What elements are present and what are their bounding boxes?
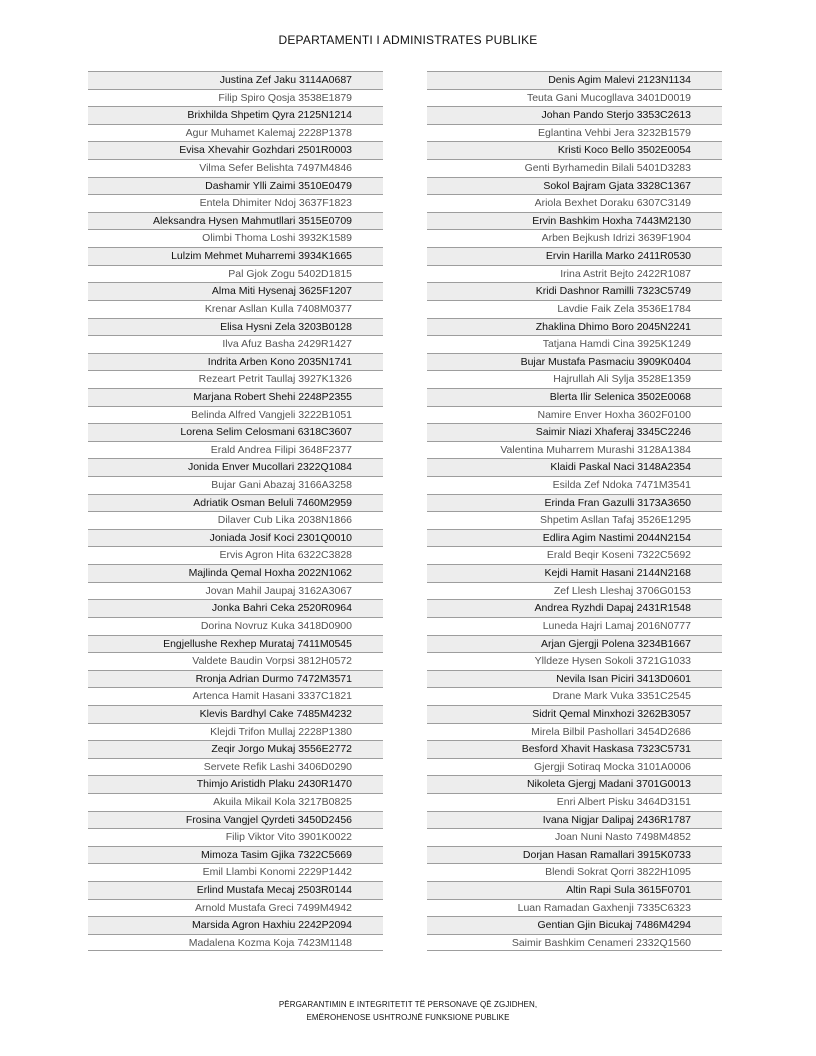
name-list-row: Arnold Mustafa Greci 7499M4942 <box>88 899 383 917</box>
name-list-row: Lavdie Faik Zela 3536E1784 <box>427 300 722 318</box>
name-list-row: Denis Agim Malevi 2123N1134 <box>427 71 722 89</box>
name-list-row: Aleksandra Hysen Mahmutllari 3515E0709 <box>88 212 383 230</box>
name-list-row: Nevila Isan Piciri 3413D0601 <box>427 670 722 688</box>
name-list-row: Thimjo Aristidh Plaku 2430R1470 <box>88 775 383 793</box>
name-list-row: Jonida Enver Mucollari 2322Q1084 <box>88 458 383 476</box>
footer-line-1: PËRGARANTIMIN E INTEGRITETIT TË PERSONAVE QË ZGJIDHEN, <box>278 1000 538 1009</box>
name-list-row: Ervis Agron Hita 6322C3828 <box>88 546 383 564</box>
name-list-row: Filip Viktor Vito 3901K0022 <box>88 828 383 846</box>
name-list-row: Valdete Baudin Vorpsi 3812H0572 <box>88 652 383 670</box>
name-list-row: Belinda Alfred Vangjeli 3222B1051 <box>88 406 383 424</box>
name-list-row: Nikoleta Gjergj Madani 3701G0013 <box>427 775 722 793</box>
footer-line-2: EMËROHENOSE USHTROJNË FUNKSIONE PUBLIKE <box>306 1013 510 1022</box>
document-title: DEPARTAMENTI I ADMINISTRATES PUBLIKE <box>278 33 538 47</box>
name-list-row: Gentian Gjin Bicukaj 7486M4294 <box>427 916 722 934</box>
name-list-row: Esilda Zef Ndoka 7471M3541 <box>427 476 722 494</box>
name-list-row: Johan Pando Sterjo 3353C2613 <box>427 106 722 124</box>
name-list-row: Dorina Novruz Kuka 3418D0900 <box>88 617 383 635</box>
name-list-row: Jovan Mahil Jaupaj 3162A3067 <box>88 582 383 600</box>
name-list-row: Gjergji Sotiraq Mocka 3101A0006 <box>427 758 722 776</box>
document-footer <box>0 998 816 1024</box>
name-list-row: Zef Llesh Lleshaj 3706G0153 <box>427 582 722 600</box>
name-list-row: Valentina Muharrem Murashi 3128A1384 <box>427 441 722 459</box>
name-list-row: Elisa Hysni Zela 3203B0128 <box>88 318 383 336</box>
name-list-row: Emil Llambi Konomi 2229P1442 <box>88 863 383 881</box>
name-list-row: Evisa Xhevahir Gozhdari 2501R0003 <box>88 141 383 159</box>
name-list-row: Lulzim Mehmet Muharremi 3934K1665 <box>88 247 383 265</box>
name-list-row: Luneda Hajri Lamaj 2016N0777 <box>427 617 722 635</box>
name-list-row: Kridi Dashnor Ramilli 7323C5749 <box>427 282 722 300</box>
name-list-row: Eglantina Vehbi Jera 3232B1579 <box>427 124 722 142</box>
name-list-row: Edlira Agim Nastimi 2044N2154 <box>427 529 722 547</box>
left-name-list <box>88 71 383 951</box>
name-list-row: Joniada Josif Koci 2301Q0010 <box>88 529 383 547</box>
name-list-row: Adriatik Osman Beluli 7460M2959 <box>88 494 383 512</box>
name-list-row: Justina Zef Jaku 3114A0687 <box>88 71 383 89</box>
name-list-row: Drane Mark Vuka 3351C2545 <box>427 687 722 705</box>
name-list-row: Klejdi Trifon Mullaj 2228P1380 <box>88 723 383 741</box>
name-list-row: Teuta Gani Mucogllava 3401D0019 <box>427 89 722 107</box>
name-list-row: Engjellushe Rexhep Murataj 7411M0545 <box>88 635 383 653</box>
name-list-row: Ilva Afuz Basha 2429R1427 <box>88 335 383 353</box>
name-list-row: Zhaklina Dhimo Boro 2045N2241 <box>427 318 722 336</box>
name-list-row: Ylldeze Hysen Sokoli 3721G1033 <box>427 652 722 670</box>
name-list-row: Servete Refik Lashi 3406D0290 <box>88 758 383 776</box>
name-list-row: Zeqir Jorgo Mukaj 3556E2772 <box>88 740 383 758</box>
name-list-row: Ivana Nigjar Dalipaj 2436R1787 <box>427 811 722 829</box>
name-list-row: Olimbi Thoma Loshi 3932K1589 <box>88 229 383 247</box>
name-list-row: Erald Beqir Koseni 7322C5692 <box>427 546 722 564</box>
name-list-row: Kejdi Hamit Hasani 2144N2168 <box>427 564 722 582</box>
name-list-row: Artenca Hamit Hasani 3337C1821 <box>88 687 383 705</box>
name-list-row: Genti Byrhamedin Bilali 5401D3283 <box>427 159 722 177</box>
name-list-row: Arben Bejkush Idrizi 3639F1904 <box>427 229 722 247</box>
name-list-row: Hajrullah Ali Sylja 3528E1359 <box>427 370 722 388</box>
name-list-row: Madalena Kozma Koja 7423M1148 <box>88 934 383 952</box>
name-list-row: Marsida Agron Haxhiu 2242P2094 <box>88 916 383 934</box>
name-list-row: Krenar Asllan Kulla 7408M0377 <box>88 300 383 318</box>
name-list-row: Brixhilda Shpetim Qyra 2125N1214 <box>88 106 383 124</box>
name-list-row: Erinda Fran Gazulli 3173A3650 <box>427 494 722 512</box>
name-list-row: Akuila Mikail Kola 3217B0825 <box>88 793 383 811</box>
name-list-row: Bujar Gani Abazaj 3166A3258 <box>88 476 383 494</box>
name-list-row: Luan Ramadan Gaxhenji 7335C6323 <box>427 899 722 917</box>
name-list-row: Indrita Arben Kono 2035N1741 <box>88 353 383 371</box>
name-list-row: Altin Rapi Sula 3615F0701 <box>427 881 722 899</box>
name-list-row: Rezeart Petrit Taullaj 3927K1326 <box>88 370 383 388</box>
name-list-row: Filip Spiro Qosja 3538E1879 <box>88 89 383 107</box>
name-list-row: Andrea Ryzhdi Dapaj 2431R1548 <box>427 599 722 617</box>
name-list-row: Rronja Adrian Durmo 7472M3571 <box>88 670 383 688</box>
name-list-row: Erlind Mustafa Mecaj 2503R0144 <box>88 881 383 899</box>
name-list-row: Entela Dhimiter Ndoj 3637F1823 <box>88 194 383 212</box>
name-list-row: Saimir Niazi Xhaferaj 3345C2246 <box>427 423 722 441</box>
name-list-row: Shpetim Asllan Tafaj 3526E1295 <box>427 511 722 529</box>
name-list-row: Sokol Bajram Gjata 3328C1367 <box>427 177 722 195</box>
name-list-row: Joan Nuni Nasto 7498M4852 <box>427 828 722 846</box>
name-list-row: Ariola Bexhet Doraku 6307C3149 <box>427 194 722 212</box>
name-list-row: Pal Gjok Zogu 5402D1815 <box>88 265 383 283</box>
name-list-row: Frosina Vangjel Qyrdeti 3450D2456 <box>88 811 383 829</box>
name-list-row: Klaidi Paskal Naci 3148A2354 <box>427 458 722 476</box>
name-list-row: Kristi Koco Bello 3502E0054 <box>427 141 722 159</box>
name-list-row: Tatjana Hamdi Cina 3925K1249 <box>427 335 722 353</box>
name-list-row: Agur Muhamet Kalemaj 2228P1378 <box>88 124 383 142</box>
name-list-row: Ervin Harilla Marko 2411R0530 <box>427 247 722 265</box>
name-list-row: Blendi Sokrat Qorri 3822H1095 <box>427 863 722 881</box>
name-list-row: Dashamir Ylli Zaimi 3510E0479 <box>88 177 383 195</box>
name-list-row: Dilaver Cub Lika 2038N1866 <box>88 511 383 529</box>
name-list-row: Enri Albert Pisku 3464D3151 <box>427 793 722 811</box>
name-list-row: Lorena Selim Celosmani 6318C3607 <box>88 423 383 441</box>
name-list-row: Bujar Mustafa Pasmaciu 3909K0404 <box>427 353 722 371</box>
name-list-row: Sidrit Qemal Minxhozi 3262B3057 <box>427 705 722 723</box>
name-list-row: Ervin Bashkim Hoxha 7443M2130 <box>427 212 722 230</box>
name-list-row: Mirela Bilbil Pashollari 3454D2686 <box>427 723 722 741</box>
name-list-row: Blerta Ilir Selenica 3502E0068 <box>427 388 722 406</box>
name-list-row: Mimoza Tasim Gjika 7322C5669 <box>88 846 383 864</box>
name-list-row: Besford Xhavit Haskasa 7323C5731 <box>427 740 722 758</box>
name-list-row: Erald Andrea Filipi 3648F2377 <box>88 441 383 459</box>
name-list-row: Vilma Sefer Belishta 7497M4846 <box>88 159 383 177</box>
name-list-row: Saimir Bashkim Cenameri 2332Q1560 <box>427 934 722 952</box>
name-list-row: Irina Astrit Bejto 2422R1087 <box>427 265 722 283</box>
name-list-row: Marjana Robert Shehi 2248P2355 <box>88 388 383 406</box>
name-list-row: Dorjan Hasan Ramallari 3915K0733 <box>427 846 722 864</box>
name-list-row: Jonka Bahri Ceka 2520R0964 <box>88 599 383 617</box>
name-list-row: Namire Enver Hoxha 3602F0100 <box>427 406 722 424</box>
name-list-row: Alma Miti Hysenaj 3625F1207 <box>88 282 383 300</box>
right-name-list <box>427 71 722 951</box>
name-list-row: Arjan Gjergji Polena 3234B1667 <box>427 635 722 653</box>
name-list-row: Majlinda Qemal Hoxha 2022N1062 <box>88 564 383 582</box>
name-list-row: Klevis Bardhyl Cake 7485M4232 <box>88 705 383 723</box>
